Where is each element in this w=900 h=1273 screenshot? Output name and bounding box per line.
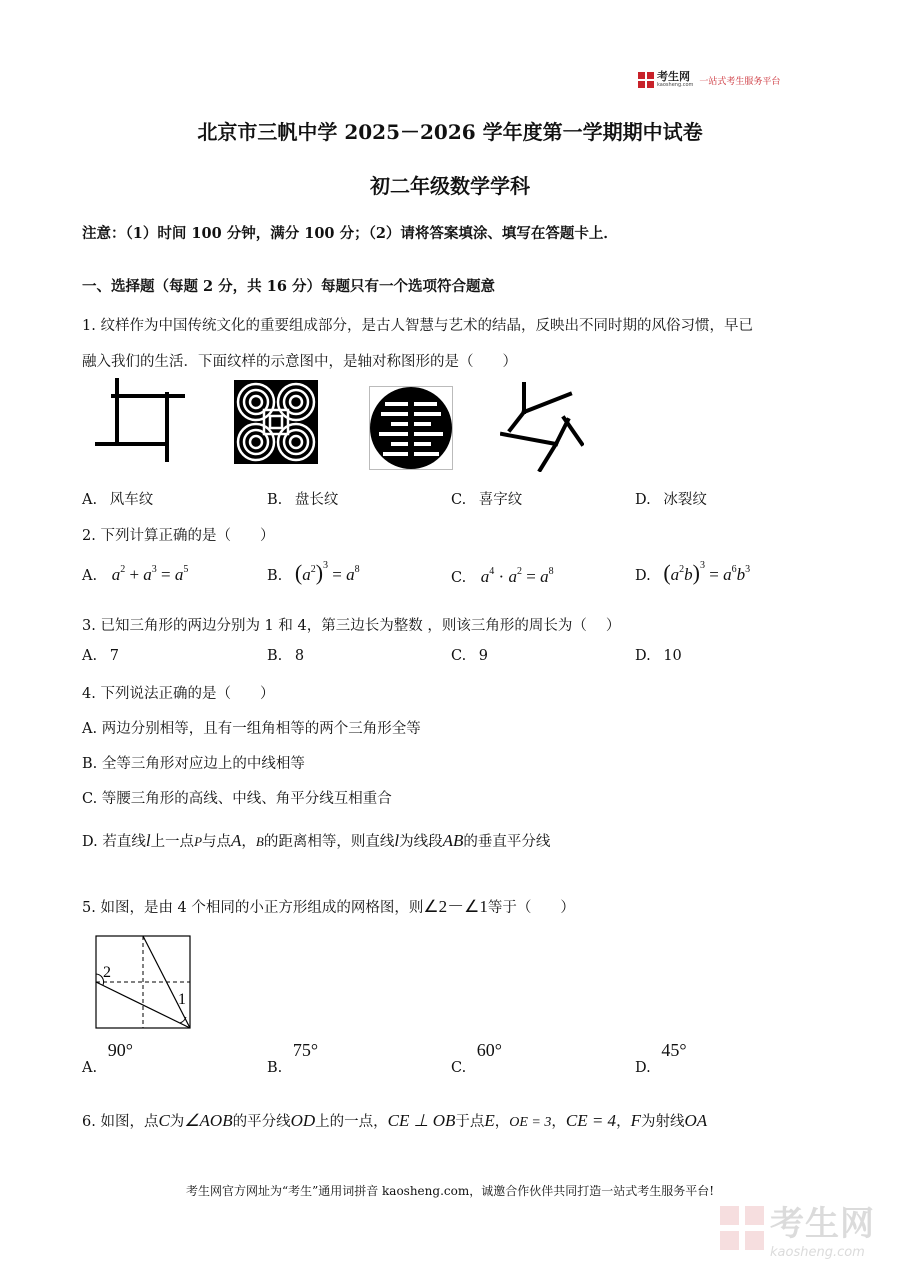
q6-var-od: OD: [290, 1111, 316, 1130]
q2-option-d-letter: D.: [635, 568, 651, 584]
q1-option-a-text: 风车纹: [109, 492, 154, 508]
q2-option-a-letter: A.: [82, 568, 98, 584]
q6-text: 上的一点，: [315, 1114, 388, 1130]
q6-text: 的平分线: [232, 1114, 291, 1130]
formula-term: a: [508, 567, 517, 586]
q6-text: 6. 如图，点: [82, 1114, 159, 1130]
q5-text: 5. 如图，是由 4 个相同的小正方形组成的网格图，则: [82, 900, 424, 916]
formula-exponent: 8: [548, 566, 554, 577]
formula-term: b: [684, 565, 693, 584]
q4-d-var-a: A: [231, 831, 242, 850]
q3-option-c-letter: C.: [451, 648, 467, 664]
q2-option-b[interactable]: [267, 560, 360, 586]
formula-paren: (: [663, 560, 671, 585]
formula-operator: ·: [498, 567, 505, 586]
formula-term: a: [346, 565, 355, 584]
q5-option-d-letter: D.: [635, 1060, 651, 1076]
watermark-site: kaosheng.com: [770, 1245, 865, 1260]
q4-d-var-l: l: [145, 831, 151, 850]
q1-option-b-letter: B.: [267, 492, 283, 508]
q5-option-b[interactable]: [267, 1040, 319, 1076]
q4-d-text: D. 若直线: [82, 834, 146, 850]
watermark-text: [770, 1196, 875, 1260]
formula-equals: =: [526, 567, 536, 586]
watermark-brand: 考生网: [770, 1204, 875, 1244]
formula-term: a: [174, 565, 184, 584]
q4-option-c[interactable]: C. 等腰三角形的高线、中线、角平分线互相重合: [82, 791, 392, 807]
q6-var-c: C: [158, 1111, 170, 1130]
q1-option-b[interactable]: [267, 488, 338, 509]
q6-angle-aob: ∠AOB: [184, 1111, 233, 1130]
q5-option-a[interactable]: [82, 1040, 133, 1076]
q2-option-d-formula: [663, 560, 751, 585]
q6-stem: [82, 1110, 707, 1131]
formula-exponent: 8: [354, 564, 360, 575]
q1-option-d[interactable]: [635, 488, 707, 509]
formula-exponent: 2: [120, 564, 126, 575]
logo-site: kaosheng.com: [657, 82, 694, 88]
q3-option-a-letter: A.: [82, 648, 98, 664]
formula-exponent: 2: [516, 566, 522, 577]
q2-option-c[interactable]: [451, 566, 554, 587]
q6-ce-expression: CE = 4: [565, 1111, 617, 1130]
watermark-icon: [720, 1206, 764, 1250]
q3-option-d[interactable]: [635, 648, 682, 664]
formula-exponent: 3: [151, 564, 157, 575]
formula-exponent: 3: [745, 564, 751, 575]
logo-slogan: 一站式考生服务平台: [699, 76, 781, 87]
q5-option-a-text: 90°: [107, 1040, 133, 1060]
q3-option-c-text: 9: [478, 648, 489, 664]
logo-text: [657, 72, 693, 88]
formula-term: a: [540, 567, 549, 586]
double-happiness-figure: [369, 386, 453, 470]
formula-exponent: 2: [310, 564, 316, 575]
q2-stem: 2. 下列计算正确的是（ ）: [82, 528, 275, 544]
formula-term: a: [723, 565, 732, 584]
formula-exponent: 3: [323, 560, 329, 571]
q6-text: 为射线: [640, 1114, 685, 1130]
formula-exponent: 2: [679, 564, 685, 575]
q2-option-a-formula: [112, 565, 189, 584]
q2-option-b-letter: B.: [267, 568, 283, 584]
q5-option-b-text: 75°: [292, 1040, 319, 1060]
q4-d-text: ，: [241, 834, 256, 850]
q3-option-d-letter: D.: [635, 648, 651, 664]
panchang-knot-figure: [234, 380, 318, 464]
q4-d-var-p: P: [194, 834, 203, 849]
section-heading: 一、选择题（每题 2 分，共 16 分）每题只有一个选项符合题意: [82, 278, 495, 295]
q4-d-var-b: B: [255, 834, 264, 849]
q1-option-d-text: 冰裂纹: [663, 492, 707, 508]
q4-option-b[interactable]: B. 全等三角形对应边上的中线相等: [82, 756, 305, 772]
formula-equals: =: [332, 565, 342, 584]
q6-perp-expression: CE ⊥ OB: [387, 1111, 456, 1130]
q4-d-var-l: l: [394, 831, 400, 850]
q2-option-b-formula: [294, 560, 360, 585]
q4-stem: 4. 下列说法正确的是（ ）: [82, 686, 275, 702]
formula-exponent: 4: [489, 566, 495, 577]
q6-text: 于点: [455, 1114, 485, 1130]
q3-option-b-text: 8: [294, 648, 305, 664]
header-logo: [638, 72, 780, 88]
watermark-logo: [720, 1196, 875, 1260]
q5-angle-expression: ∠2－∠1: [423, 897, 488, 916]
q2-option-a[interactable]: [82, 564, 188, 585]
q4-d-text: 上一点: [150, 834, 195, 850]
formula-exponent: 5: [183, 564, 189, 575]
formula-term: a: [111, 565, 121, 584]
q1-option-c-text: 喜字纹: [478, 492, 523, 508]
q6-text: 为: [169, 1114, 185, 1130]
page-subtitle: 初二年级数学学科: [370, 174, 530, 198]
q6-text: ，: [494, 1114, 510, 1130]
q1-line2: 融入我们的生活．下面纹样的示意图中，是轴对称图形的是（ ）: [82, 354, 517, 370]
logo-brand: 考生网: [657, 70, 690, 83]
formula-exponent: 3: [699, 560, 705, 571]
q1-option-a[interactable]: [82, 488, 153, 509]
formula-paren: (: [294, 560, 303, 585]
q3-option-d-text: 10: [663, 648, 682, 664]
q6-text: ，: [616, 1114, 631, 1130]
formula-equals: =: [709, 565, 719, 584]
q1-option-a-letter: A.: [82, 492, 98, 508]
formula-term: a: [302, 565, 311, 584]
q5-text: 等于（ ）: [487, 900, 575, 916]
q3-option-b-letter: B.: [267, 648, 283, 664]
q5-stem: [82, 892, 575, 917]
q4-d-var-ab: AB: [442, 831, 464, 850]
q2-option-d[interactable]: [635, 560, 750, 586]
q5-fig-label-2: 2: [103, 964, 111, 981]
q5-grid-figure: [94, 934, 192, 1030]
page-title: 北京市三帆中学 2025－2026 学年度第一学期期中试卷: [197, 120, 703, 144]
q5-option-d[interactable]: [635, 1040, 687, 1076]
q5-option-b-letter: B.: [267, 1060, 283, 1076]
q1-option-c[interactable]: [451, 488, 522, 509]
q1-line1: 1. 纹样作为中国传统文化的重要组成部分，是古人智慧与艺术的结晶，反映出不同时期的风俗习惯，早已: [82, 318, 753, 334]
kaosheng-logo-icon: [638, 72, 654, 88]
q5-option-c-letter: C.: [451, 1060, 467, 1076]
formula-equals: =: [161, 565, 171, 584]
q5-option-d-text: 45°: [661, 1040, 687, 1060]
formula-term: a: [143, 565, 152, 584]
q5-fig-label-1: 1: [178, 991, 186, 1008]
formula-term: a: [670, 565, 680, 584]
formula-paren: ): [692, 560, 700, 585]
formula-term: b: [736, 565, 746, 584]
formula-operator: +: [129, 565, 140, 584]
q5-option-c-text: 60°: [476, 1040, 502, 1060]
formula-paren: ): [315, 560, 324, 585]
q3-option-a-text: 7: [109, 648, 119, 664]
q4-d-text: 为线段: [399, 834, 443, 850]
q5-option-c[interactable]: [451, 1040, 502, 1076]
q6-var-e: E: [484, 1111, 495, 1130]
pinwheel-pattern-figure: [95, 378, 185, 462]
q6-var-f: F: [630, 1111, 641, 1130]
q3-option-a[interactable]: [82, 648, 119, 664]
q5-option-a-letter: A.: [82, 1060, 98, 1076]
q4-d-text: 与点: [202, 834, 232, 850]
q1-option-b-text: 盘长纹: [294, 492, 339, 508]
q1-option-d-letter: D.: [635, 492, 651, 508]
notice: 注意：（1）时间 100 分钟，满分 100 分；（2）请将答案填涂、填写在答题卡上．: [82, 225, 618, 242]
q1-option-c-letter: C.: [451, 492, 467, 508]
q2-option-c-formula: [481, 567, 554, 586]
ice-crack-pattern-figure: [500, 382, 584, 472]
q3-option-b[interactable]: [267, 648, 304, 664]
q4-d-text: 的距离相等，则直线: [263, 834, 395, 850]
q6-oe-expression: OE = 3: [509, 1115, 552, 1130]
footer-note: 考生网官方网址为“考生”通用词拼音 kaosheng.com，诚邀合作伙伴共同打造一站式考生服务平台!: [185, 1184, 715, 1198]
formula-term: a: [480, 567, 490, 586]
q6-text: ，: [551, 1114, 566, 1130]
q4-option-d[interactable]: [82, 830, 550, 851]
q2-option-c-letter: C.: [451, 570, 467, 586]
q3-stem: 3. 已知三角形的两边分别为 1 和 4，第三边长为整数 ，则该三角形的周长为（ ）: [82, 618, 621, 634]
q3-option-c[interactable]: [451, 648, 488, 664]
q6-var-oa: OA: [684, 1111, 708, 1130]
q4-option-a[interactable]: A. 两边分别相等，且有一组角相等的两个三角形全等: [82, 721, 421, 737]
q4-d-text: 的垂直平分线: [463, 834, 551, 850]
formula-exponent: 6: [731, 564, 737, 575]
